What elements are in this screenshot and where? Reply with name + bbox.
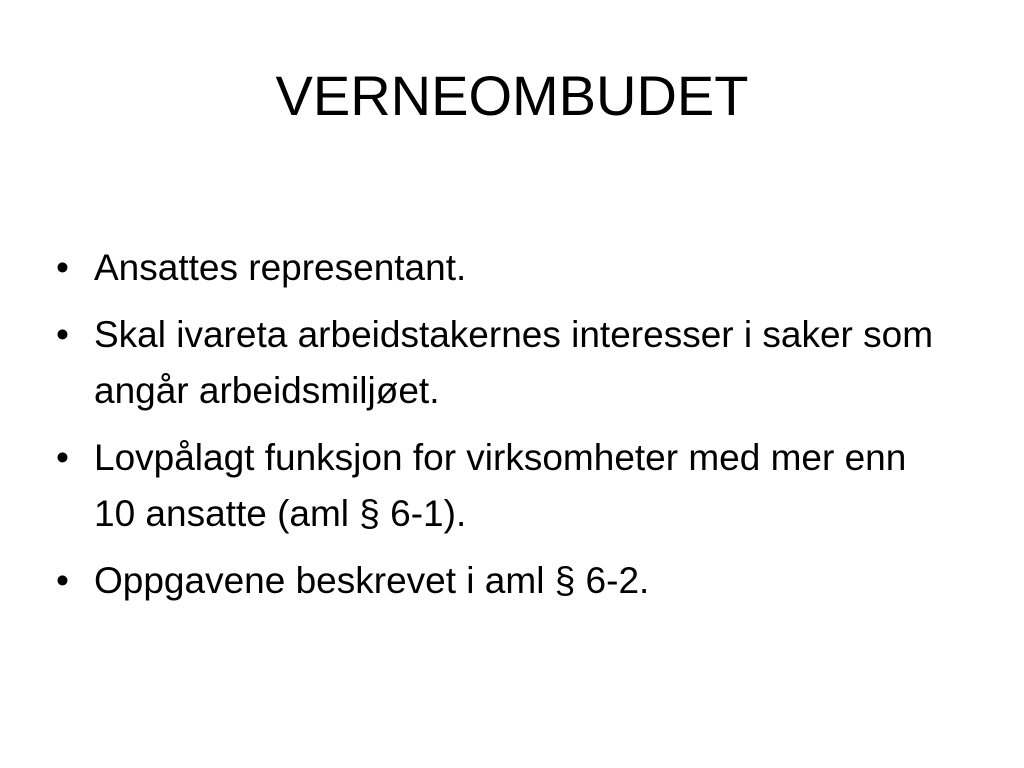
bullet-icon: • bbox=[56, 247, 69, 288]
bullet-icon: • bbox=[56, 560, 69, 601]
bullet-icon: • bbox=[56, 437, 69, 478]
bullet-item-1 bbox=[56, 240, 956, 296]
bullet-list bbox=[56, 240, 956, 620]
bullet-item-2 bbox=[56, 307, 956, 419]
bullet-item-3 bbox=[56, 430, 956, 542]
bullet-text-3: Lovpålagt funksjon for virksomheter med mer enn 10 ansatte (aml § 6-1). bbox=[94, 437, 907, 534]
bullet-text-1: Ansattes representant. bbox=[94, 247, 467, 288]
bullet-item-4 bbox=[56, 553, 956, 609]
bullet-text-4: Oppgavene beskrevet i aml § 6-2. bbox=[94, 560, 650, 601]
slide-title: VERNEOMBUDET bbox=[275, 64, 749, 127]
bullet-icon: • bbox=[56, 314, 69, 355]
bullet-text-2: Skal ivareta arbeidstakernes interesser i saker som angår arbeidsmiljøet. bbox=[94, 314, 934, 411]
